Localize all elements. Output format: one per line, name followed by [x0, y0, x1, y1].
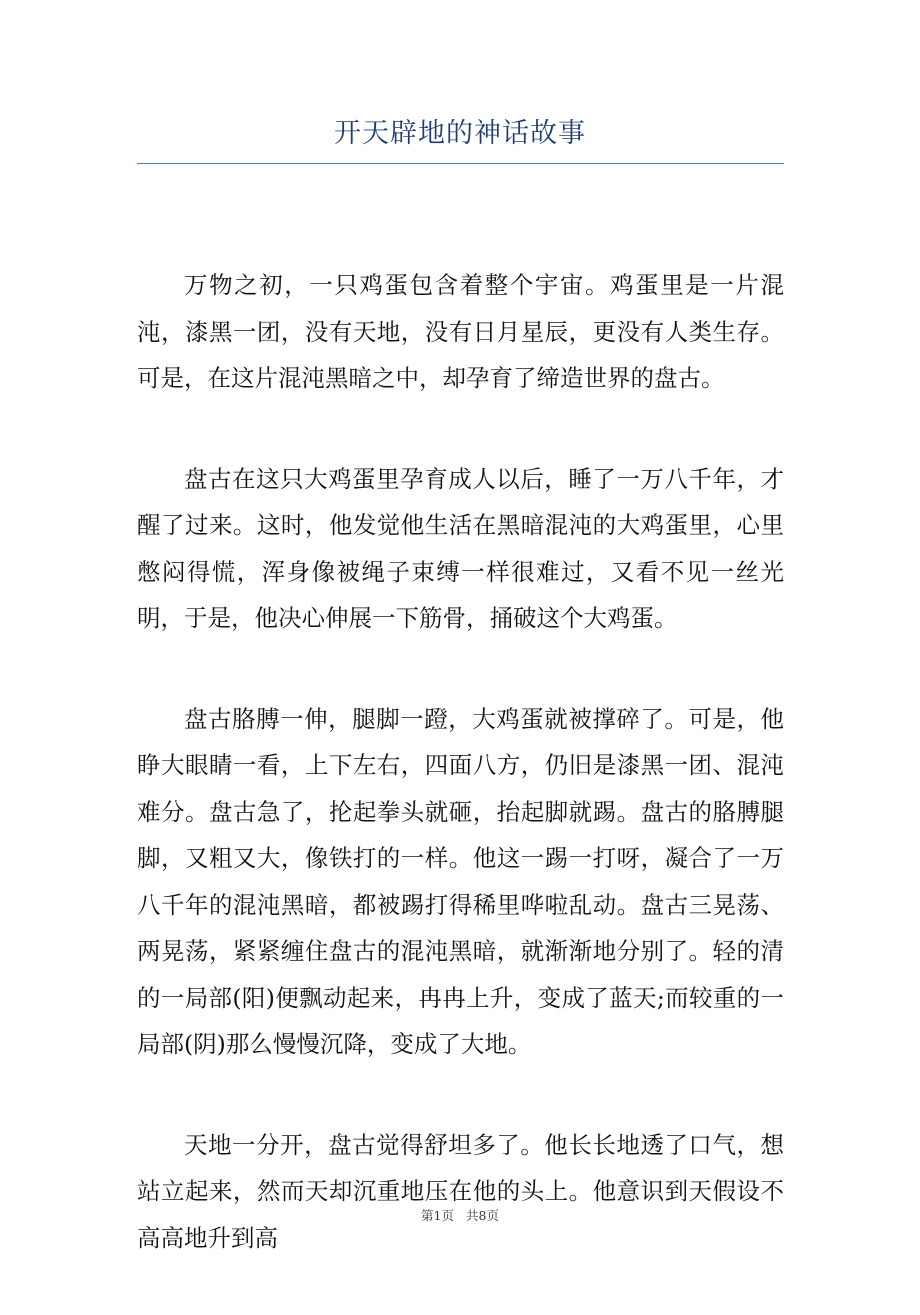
- paragraph-4: 天地一分开，盘古觉得舒坦多了。他长长地透了口气，想站立起来，然而天却沉重地压在他的头上。他意识到天假设不高高地升到高: [137, 1130, 784, 1252]
- page-title: 开天辟地的神话故事: [334, 118, 586, 149]
- paragraph-2: 盘古在这只大鸡蛋里孕育成人以后，睡了一万八千年，才醒了过来。这时，他发觉他生活在黑暗混沌的大鸡蛋里，心里憋闷得慌，浑身像被绳子束缚一样很难过，又看不见一丝光明，于是，他决心伸展一下筋骨，捅破这个大鸡蛋。: [137, 464, 784, 632]
- paragraph-3: 盘古胳膊一伸，腿脚一蹬，大鸡蛋就被撑碎了。可是，他睁大眼睛一看，上下左右，四面八方，仍旧是漆黑一团、混沌难分。盘古急了，抡起拳头就砸，抬起脚就踢。盘古的胳膊腿脚，又粗又大，像铁打的一样。他这一踢一打呀，凝合了一万八千年的混沌黑暗，都被踢打得稀里哗啦乱动。盘古三晃荡、两晃荡，紧紧缠住盘古的混沌黑暗，就渐渐地分别了。轻的清的一局部(阳)便飘动起来，冉冉上升，变成了蓝天;而较重的一局部(阴)那么慢慢沉降，变成了大地。: [137, 704, 784, 1058]
- document-body: [137, 262, 784, 1315]
- title-divider: [137, 163, 784, 164]
- page-number: 第1页: [421, 1208, 454, 1223]
- paragraph-1: 万物之初，一只鸡蛋包含着整个宇宙。鸡蛋里是一片混沌，漆黑一团，没有天地，没有日月星辰，更没有人类生存。可是，在这片混沌黑暗之中，却孕育了缔造世界的盘古。: [137, 271, 784, 392]
- page-total: 共8页: [466, 1208, 499, 1223]
- page-footer: [0, 1206, 920, 1226]
